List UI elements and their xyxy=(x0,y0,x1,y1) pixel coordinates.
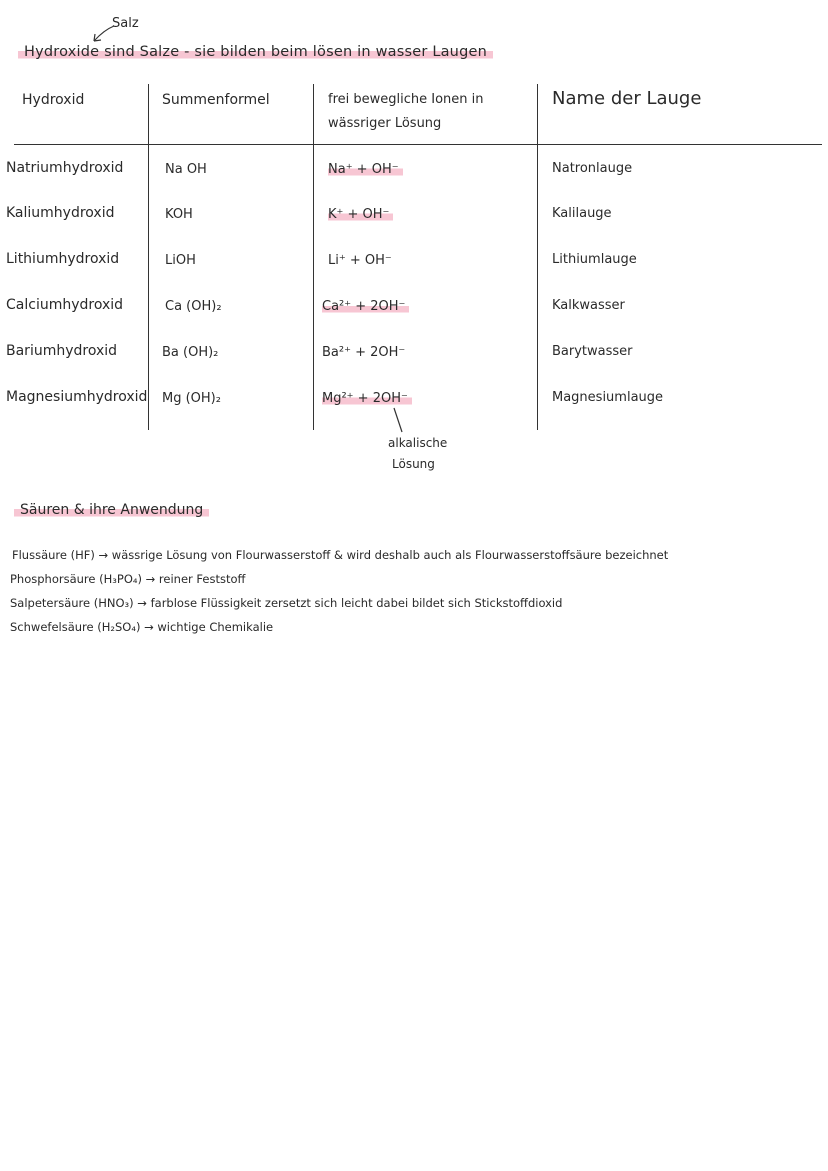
acid-line-3: Salpetersäure (HNO₃) → farblose Flüssigkeit zersetzt sich leicht dabei bildet sich Stickstoffdioxid xyxy=(10,596,563,610)
acid-line-1: Flussäure (HF) → wässrige Lösung von Flourwasserstoff & wird deshalb auch als Flourwasserstoffsäure bezeichnet xyxy=(12,548,669,562)
row-1-name: Natriumhydroxid xyxy=(6,160,124,176)
header-ionen-line2: wässriger Lösung xyxy=(328,116,442,131)
acid-line-4: Schwefelsäure (H₂SO₄) → wichtige Chemikalie xyxy=(10,620,274,634)
table-column-divider-3 xyxy=(537,84,538,430)
acid-line-2: Phosphorsäure (H₃PO₄) → reiner Feststoff xyxy=(10,572,246,586)
row-1-ions: Na⁺ + OH⁻ xyxy=(328,162,403,177)
note-alkalische: alkalische xyxy=(388,436,448,450)
row-2-formula: KOH xyxy=(165,207,193,222)
row-6-formula: Mg (OH)₂ xyxy=(162,391,221,406)
row-2-name: Kaliumhydroxid xyxy=(6,205,115,221)
row-2-ions: K⁺ + OH⁻ xyxy=(328,207,393,222)
header-name-der-lauge: Name der Lauge xyxy=(552,88,702,109)
table-column-divider-1 xyxy=(148,84,149,430)
row-4-name: Calciumhydroxid xyxy=(6,297,124,313)
row-5-lauge: Barytwasser xyxy=(552,344,633,359)
row-5-formula: Ba (OH)₂ xyxy=(162,345,219,360)
header-hydroxid: Hydroxid xyxy=(22,92,85,108)
row-6-lauge: Magnesiumlauge xyxy=(552,390,664,405)
row-2-lauge: Kalilauge xyxy=(552,206,612,221)
row-4-formula: Ca (OH)₂ xyxy=(165,299,222,314)
page-title: Hydroxide sind Salze - sie bilden beim lösen in wasser Laugen xyxy=(18,44,493,60)
table-column-divider-2 xyxy=(313,84,314,430)
header-ionen-line1: frei bewegliche Ionen in xyxy=(328,92,484,107)
row-1-formula: Na OH xyxy=(165,162,207,177)
note-loesung: Lösung xyxy=(392,457,435,471)
row-3-lauge: Lithiumlauge xyxy=(552,252,637,267)
row-3-name: Lithiumhydroxid xyxy=(6,251,120,267)
row-1-lauge: Natronlauge xyxy=(552,161,633,176)
row-3-ions: Li⁺ + OH⁻ xyxy=(328,253,392,268)
row-4-lauge: Kalkwasser xyxy=(552,298,625,313)
annotation-arrow-icon xyxy=(88,24,118,46)
table-header-rule xyxy=(14,144,822,145)
row-6-ions: Mg²⁺ + 2OH⁻ xyxy=(322,391,412,406)
note-pointer-line xyxy=(390,406,406,434)
section-title-saeuren: Säuren & ihre Anwendung xyxy=(14,502,209,518)
row-3-formula: LiOH xyxy=(165,253,196,268)
row-4-ions: Ca²⁺ + 2OH⁻ xyxy=(322,299,409,314)
salz-note: Salz xyxy=(112,16,139,31)
row-5-name: Bariumhydroxid xyxy=(6,343,118,359)
row-6-name: Magnesiumhydroxid xyxy=(6,389,148,405)
row-5-ions: Ba²⁺ + 2OH⁻ xyxy=(322,345,406,360)
header-summenformel: Summenformel xyxy=(162,92,270,108)
